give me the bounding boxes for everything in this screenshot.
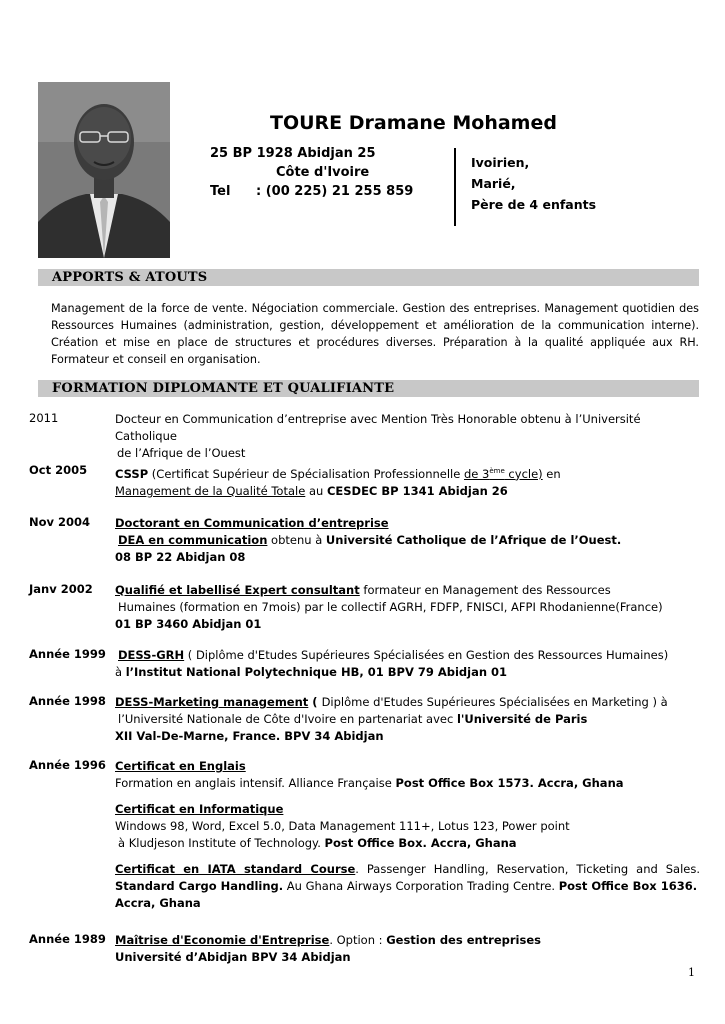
entry-1989 <box>115 932 700 966</box>
english-training: Formation en anglais intensif. Alliance Française <box>115 776 396 790</box>
expert-desc: formateur en Management des Ressources <box>359 583 611 597</box>
entry-2002-line2: Humaines (formation en 7mois) par le collectif AGRH, FDFP, FNISCI, AFPI Rhodanienne(France) <box>118 600 663 614</box>
section-header-apports <box>38 269 699 286</box>
entry-1998-line3: XII Val-De-Marne, France. BPV 34 Abidjan <box>115 729 384 743</box>
iata-city: Accra, Ghana <box>115 896 201 910</box>
entry-1989-line1 <box>115 932 700 949</box>
superscript: ème <box>489 467 505 475</box>
marital-status: Marié, <box>471 176 516 191</box>
entry-2004-line1: Doctorant en Communication d’entreprise <box>115 516 389 530</box>
address-line-1: 25 BP 1928 Abidjan 25 <box>210 146 376 161</box>
gestion-text: Gestion des entreprises <box>386 933 541 947</box>
entry-1999-line2 <box>115 664 700 681</box>
maitrise-label: Maîtrise d'Economie d'Entreprise <box>115 933 330 947</box>
entry-1999-line1 <box>115 647 700 664</box>
page-number: 1 <box>688 966 695 979</box>
cert-english-desc <box>115 775 700 792</box>
entry-1998 <box>115 694 700 745</box>
nationality: Ivoirien, <box>471 155 530 170</box>
open-paren: ( <box>308 695 322 709</box>
ucI-text: l’Université Nationale de Côte d'Ivoire en partenariat avec <box>118 712 457 726</box>
entry-2005-line2 <box>115 483 700 500</box>
section-header-formation <box>38 380 699 397</box>
cssp-label: CSSP <box>115 466 149 481</box>
entry-2011-line2: de l’Afrique de l’Ouest <box>117 446 246 460</box>
apports-paragraph: Management de la force de vente. Négociation commerciale. Gestion des entreprises. Management quotidien des Ressources Humaines (administration, gestion, développement et amélioration de la communication interne). Création et mise en place de structures et procédures diverses. Préparation à la qualité appliquée aux RH. Formateur et conseil en organisation. <box>51 302 699 366</box>
address-line-2: Côte d'Ivoire <box>276 165 370 180</box>
entry-2004-line2 <box>115 532 700 549</box>
entry-1999 <box>115 647 700 681</box>
iata-cargo: Standard Cargo Handling. <box>115 879 284 893</box>
cert-info-line2 <box>115 835 700 852</box>
entry-date-1999: Année 1999 <box>29 647 106 661</box>
cycle-text: cycle) <box>504 466 543 481</box>
entry-date-2005: Oct 2005 <box>29 463 88 477</box>
cert-iata-block <box>115 861 700 895</box>
obtenu-text: obtenu à <box>267 533 326 547</box>
entry-2011-line1: Docteur en Communication d’entreprise avec Mention Très Honorable obtenu à l’Université Catholique <box>115 412 641 443</box>
entry-date-2011: 2011 <box>29 411 59 425</box>
dess-marketing-label: DESS-Marketing management <box>115 695 309 709</box>
entry-date-2004: Nov 2004 <box>29 515 91 529</box>
iata-label: Certificat en IATA standard Course <box>115 862 356 876</box>
spacer <box>115 852 700 861</box>
entry-2011 <box>115 411 700 462</box>
entry-1989-line2: Université d’Abidjan BPV 34 Abidjan <box>115 950 351 964</box>
cesdec-address: CESDEC BP 1341 Abidjan 26 <box>326 483 508 498</box>
entry-date-2002: Janv 2002 <box>29 582 93 596</box>
kludjeson-text: à Kludjeson Institute of Technology. <box>118 836 325 850</box>
entry-2005-line1 <box>115 463 700 483</box>
kludjeson-address: Post Office Box. Accra, Ghana <box>324 836 517 850</box>
entry-1998-line1 <box>115 694 700 711</box>
quality-mgmt: Management de la Qualité Totale <box>115 483 306 498</box>
children: Père de 4 enfants <box>471 197 597 212</box>
a-text: à <box>115 665 126 679</box>
dea-label: DEA en communication <box>118 533 268 547</box>
header-divider <box>454 148 456 226</box>
dess-marketing-desc: Diplôme d'Etudes Supérieures Spécialisées en Marketing ) à <box>321 695 668 709</box>
entry-date-1998: Année 1998 <box>29 694 106 708</box>
paris-univ: l'Université de Paris <box>456 712 588 726</box>
entry-1998-line2 <box>115 711 700 728</box>
entry-1996 <box>115 758 700 912</box>
tel-label: Tel <box>210 184 231 199</box>
en-text: en <box>542 466 561 481</box>
cert-english-label: Certificat en Englais <box>115 759 246 773</box>
expert-label: Qualifié et labellisé Expert consultant <box>115 583 360 597</box>
entry-2002-line1 <box>115 582 700 599</box>
iata-centre: Au Ghana Airways Corporation Trading Centre. <box>283 879 559 893</box>
ucao-name: Université Catholique de l’Afrique de l’Ouest. <box>325 533 622 547</box>
cssp-desc: (Certificat Supérieur de Spécialisation Professionnelle <box>148 466 464 481</box>
cert-info-line1: Windows 98, Word, Excel 5.0, Data Management 111+, Lotus 123, Power point <box>115 819 570 833</box>
cert-info-label: Certificat en Informatique <box>115 802 284 816</box>
iata-desc: . Passenger Handling, Reservation, Ticketing and Sales. <box>355 862 700 876</box>
section-title-apports: APPORTS & ATOUTS <box>52 270 208 285</box>
entry-2004 <box>115 515 700 566</box>
entry-2004-line3: 08 BP 22 Abidjan 08 <box>115 550 246 564</box>
dess-grh-desc: ( Diplôme d'Etudes Supérieures Spécialisées en Gestion des Ressources Humaines) <box>184 648 669 662</box>
person-name: TOURE Dramane Mohamed <box>270 112 557 134</box>
iata-box: Post Office Box 1636. <box>558 879 698 893</box>
au-text: au <box>305 483 327 498</box>
dess-grh-label: DESS-GRH <box>118 648 185 662</box>
profile-photo <box>38 82 170 258</box>
entry-date-1996: Année 1996 <box>29 758 106 772</box>
tel-value: : (00 225) 21 255 859 <box>256 184 414 199</box>
section-title-formation: FORMATION DIPLOMANTE ET QUALIFIANTE <box>52 381 395 396</box>
entry-2005 <box>115 463 700 500</box>
entry-date-1989: Année 1989 <box>29 932 106 946</box>
option-text: . Option : <box>329 933 387 947</box>
entry-2002 <box>115 582 700 633</box>
portrait-image <box>38 82 170 258</box>
spacer <box>115 792 700 801</box>
english-address: Post Office Box 1573. Accra, Ghana <box>395 776 624 790</box>
third-cycle-text: de 3 <box>463 466 490 481</box>
inp-name: l’Institut National Polytechnique HB, 01 BPV 79 Abidjan 01 <box>125 665 508 679</box>
third-cycle <box>464 467 543 481</box>
entry-2002-line3: 01 BP 3460 Abidjan 01 <box>115 617 262 631</box>
